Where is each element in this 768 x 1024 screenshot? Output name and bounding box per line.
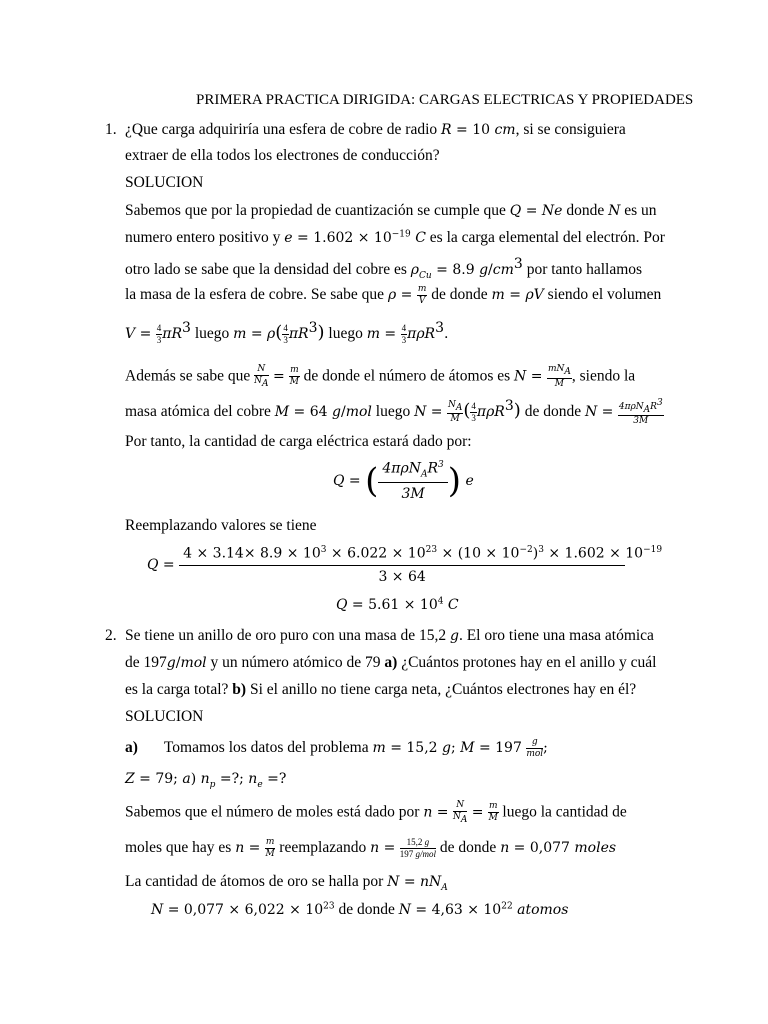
text-span: la masa de la esfera de cobre. Se sabe que bbox=[125, 286, 388, 304]
text-span: ¿Cuántos protones hay en el anillo y cuál bbox=[397, 654, 657, 671]
page-title: PRIMERA PRACTICA DIRIGIDA: CARGAS ELECTRICAS Y PROPIEDADES bbox=[196, 92, 694, 108]
text-span: Sabemos que por la propiedad de cuantización se cumple que bbox=[125, 202, 510, 219]
text-span: de donde bbox=[427, 286, 492, 304]
text-span: de donde bbox=[520, 403, 585, 421]
text-span: Se tiene un anillo de oro puro con una masa de 15,2 bbox=[125, 627, 450, 644]
text-span: . El oro tiene una masa atómica bbox=[458, 627, 654, 644]
text-span: a) bbox=[384, 654, 398, 671]
problem-2-line-2: de 197g/mol y un número atómico de 79 a) ¿Cuántos protones hay en el anillo y cuál bbox=[125, 654, 657, 671]
text-span: masa atómica del cobre bbox=[125, 403, 275, 421]
text-span: Si el anillo no tiene carga neta, ¿Cuántos electrones hay en él? bbox=[246, 681, 637, 698]
text-span: de donde el número de átomos es bbox=[299, 367, 515, 385]
problem-1-question-line-1: ¿Que carga adquiriría una esfera de cobre de radio R = 10 cm, si se consiguiera bbox=[125, 121, 626, 138]
p1-line-5: otro lado se sabe que la densidad del cobre es $\rho_{Cu} = 8.9$ $g/cm^3$ por tanto hallamos bbox=[125, 256, 643, 281]
text-span: luego bbox=[190, 325, 234, 343]
text-span: , siendo la bbox=[571, 367, 636, 385]
p1-line-7: V = $\frac{4}{3}$ $\pi R^3$ luego m = ρ( $\frac{4}{3}$ $\pi R^3$) luego m = $\frac{4}{3}$ πρR$^3$. bbox=[125, 320, 449, 346]
text-span: La cantidad de átomos de oro se halla por bbox=[125, 873, 388, 890]
text-span: Tomamos los datos del problema bbox=[163, 739, 373, 757]
p1-line-8: Además se sabe que $\frac{N}{N_A}$ = $\frac{m}{M}$ de donde el número de átomos es N = $\frac{mN_A}{M}$ , siendo la bbox=[125, 364, 636, 389]
text-span: numero entero positivo y bbox=[125, 229, 285, 246]
text-span: Sabemos que el número de moles está dado por bbox=[125, 803, 424, 821]
p1-line-10: Por tanto, la cantidad de carga eléctrica estará dado por: bbox=[125, 433, 472, 450]
text-span: donde bbox=[562, 202, 609, 219]
text-span: moles que hay es bbox=[125, 839, 236, 857]
problem-1-question-line-2: extraer de ella todos los electrones de conducción? bbox=[125, 147, 440, 164]
text-span: luego la cantidad de bbox=[498, 803, 627, 821]
charge-formula: Q = ( $4\pi\rho N_AR^3$ 3M ) e bbox=[333, 460, 474, 503]
solution-heading-2: SOLUCION bbox=[125, 708, 204, 725]
text-span: y un número atómico de 79 bbox=[206, 654, 385, 671]
problem-2-line-3 bbox=[125, 681, 636, 699]
numeric-formula: Q = $4 \times 3.14\times 8.9 \times 10^3 \times 6.022 \times 10^{23} \times (10 \times 10^{-2})^3 \times 1.602 \times 10^{-19}$ 3 × 64 bbox=[147, 545, 663, 585]
text-span: , si se consiguiera bbox=[515, 121, 626, 138]
result-formula: $Q = 5.61 \times 10^4$ C bbox=[336, 596, 459, 613]
p1-line-11: Reemplazando valores se tiene bbox=[125, 517, 317, 534]
problem-2-number: 2. bbox=[105, 627, 117, 644]
text-span: es la carga total? bbox=[125, 681, 233, 698]
text-span: reemplazando bbox=[275, 839, 371, 857]
text-span: luego bbox=[324, 325, 367, 343]
p2-line-9: La cantidad de átomos de oro se halla por $N = nN_A$ bbox=[125, 873, 448, 893]
text-span: por tanto hallamos bbox=[522, 261, 643, 279]
text-span: es la carga elemental del electrón. Por bbox=[425, 229, 665, 246]
text-span: luego bbox=[371, 403, 415, 421]
text-span: Además se sabe que bbox=[125, 367, 255, 385]
text-span: de donde bbox=[334, 901, 399, 918]
text-span: siendo el volumen bbox=[543, 286, 662, 304]
text-span: ¿Que carga adquiriría una esfera de cobre de radio bbox=[125, 121, 442, 138]
p1-line-4: numero entero positivo y $e = 1.602 \times 10^{-19}$ C es la carga elemental del electrón. Por bbox=[125, 229, 665, 246]
p2-line-6: Z = 79; a) $n_p$ =?; $n_e$ =? bbox=[125, 771, 287, 790]
text-span: a) bbox=[125, 739, 138, 757]
text-span: otro lado se sabe que la densidad del cobre es bbox=[125, 261, 411, 279]
p2-line-7: Sabemos que el número de moles está dado por n = $\frac{N}{N_A}$ = $\frac{m}{M}$ luego la cantidad de bbox=[125, 800, 627, 825]
text-span: de donde bbox=[436, 839, 501, 857]
solution-heading-1: SOLUCION bbox=[125, 174, 204, 191]
text-span: es un bbox=[620, 202, 657, 219]
text-span: b) bbox=[232, 681, 247, 698]
p2-part-a: a) Tomamos los datos del problema m = 15,2 g; M = 197 $\frac{g}{\text{mol}}$ ; bbox=[125, 737, 548, 759]
text-span: de 197 bbox=[125, 654, 167, 671]
problem-1-number: 1. bbox=[105, 121, 117, 138]
p1-line-9: masa atómica del cobre M = 64 g/mol luego N = $\frac{N_A}{M}$ ( $\frac{4}{3}$ πρR$^3$) de donde N = $\frac{4\pi\rho N_AR^3}{3M}$ bbox=[125, 397, 663, 427]
p2-line-10: $N = 0,077 \times 6,022 \times 10^{23}$ de donde $N = 4,63 \times 10^{22}$ atomos bbox=[151, 901, 569, 918]
problem-2-line-1: Se tiene un anillo de oro puro con una masa de 15,2 g. El oro tiene una masa atómica bbox=[125, 627, 654, 644]
p2-line-8: moles que hay es n = $\frac{m}{M}$ reemplazando n = $\frac{15,2 g}{\text{197 g/mol}}$ de donde n = 0,077 moles bbox=[125, 837, 617, 859]
p1-line-6: la masa de la esfera de cobre. Se sabe que ρ = $\frac{m}{V}$ de donde m = ρV siendo el volumen bbox=[125, 284, 662, 306]
p1-line-3: Sabemos que por la propiedad de cuantización se cumple que Q = Ne donde N es un bbox=[125, 202, 657, 219]
